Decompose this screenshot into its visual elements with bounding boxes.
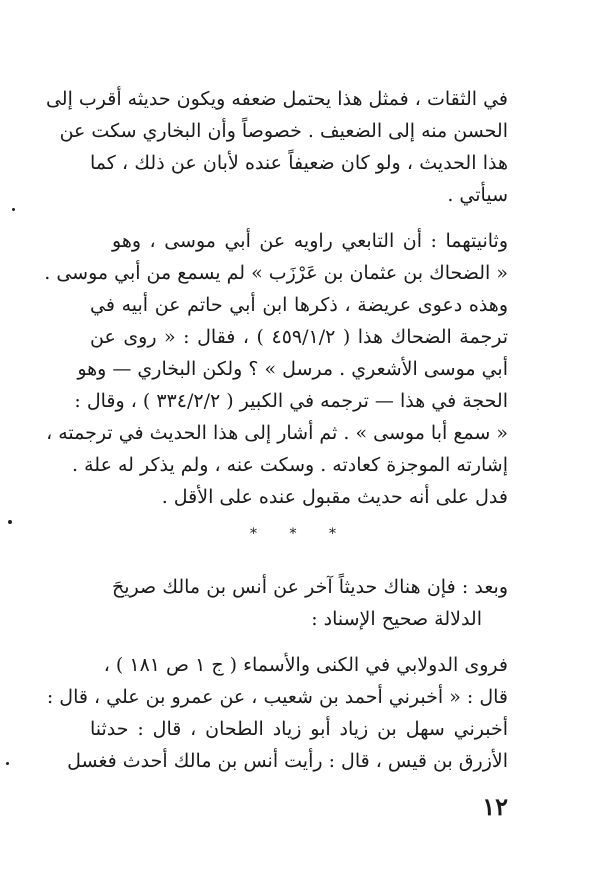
scan-speck: [6, 762, 9, 765]
scan-speck: [12, 208, 15, 211]
text-line: سيأتي .: [447, 184, 508, 206]
scan-speck: [8, 520, 12, 524]
text-line: الدلالة صحيح الإسناد :: [311, 608, 482, 630]
text-line: وهذه دعوى عريضة ، ذكرها ابن أبي حاتم عن أبيه في: [90, 294, 508, 316]
text-line: « الضحاك بن عثمان بن عَرْزَب » لم يسمع من أبي موسى .: [44, 262, 508, 284]
text-line: أبي موسى الأشعري . مرسل » ؟ ولكن البخاري — وهو: [77, 358, 508, 380]
text-line: فدل على أنه حديث مقبول عنده على الأقل .: [161, 486, 508, 508]
text-line: هذا الحديث ، ولو كان ضعيفاً عنده لأبان عن ذلك ، كما: [90, 152, 508, 174]
text-line: وثانيتهما : أن التابعي راويه عن أبي موسى ، وهو: [112, 230, 508, 252]
text-line: « سمع أبا موسى » . ثم أشار إلى هذا الحديث في ترجمته ،: [46, 422, 508, 444]
text-line: في الثقات ، فمثل هذا يحتمل ضعفه ويكون حديثه أقرب إلى: [45, 88, 508, 110]
text-line: الحجة في هذا — ترجمه في الكبير ( ٣٣٤/٢/٢ ) ، وقال :: [74, 390, 508, 412]
page-number: ١٢: [482, 792, 508, 821]
section-separator: * * *: [250, 526, 350, 542]
text-line: الأزرق بن قيس ، قال : رأيت أنس بن مالك أحدث فغسل: [67, 750, 508, 772]
text-line: فروى الدولابي في الكنى والأسماء ( ج ١ ص ١٨١ ) ،: [103, 654, 508, 676]
text-line: وبعد : فإن هناك حديثاً آخر عن أنس بن مالك صريحَ: [112, 576, 508, 598]
text-line: قال : « أخبرني أحمد بن شعيب ، عن عمرو بن علي ، قال :: [46, 686, 508, 708]
text-line: أخبرني سهل بن زياد أبو زياد الطحان ، قال : حدثنا: [90, 718, 508, 740]
text-line: ترجمة الضحاك هذا ( ٤٥٩/١/٢ ) ، فقال : « روى عن: [90, 326, 508, 348]
text-line: الحسن منه إلى الضعيف . خصوصاً وأن البخاري سكت عن: [59, 120, 508, 142]
text-line: إشارته الموجزة كعادته . وسكت عنه ، ولم يذكر له علة .: [72, 454, 508, 476]
